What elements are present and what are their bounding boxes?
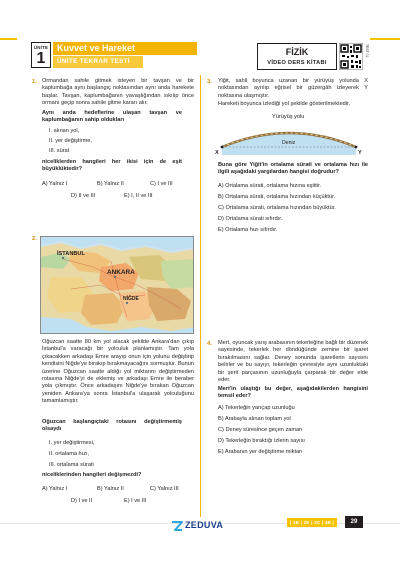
question-1-item-3: III. sürat (49, 148, 70, 154)
question-2-item-2: II. ortalama hızı, (49, 451, 90, 457)
question-2-text: Oğuzcan saatte 80 km yol alacak şekilde Ankara'dan çıkıp İstanbul'a varacağı bir yolculuk planlamıştır. Tam yola çıkacakken arkadaşı Emre arayıp onun için yolunu değiştirip kendisini Niğde'ye bırakıp bırakmayacağını sormuştur. Bunun üzerine Oğuzcan saatte aldığı yol miktarını değiştirmeden rotasına Niğde'yi de eklemiş ve arkadaşı Emre ile beraber yola çıkmıştır. Önce arkadaşını Niğde'ye bırakan Oğuzcan yeniden Ankara'ya sonra İstanbul'a ulaşarak yolculuğunu tamamlamıştır. (42, 339, 194, 404)
turkey-map-graphic (41, 237, 194, 334)
qr-code-icon[interactable] (339, 43, 363, 70)
question-1-option-a[interactable]: A) Yalnız I (42, 181, 68, 187)
map-label-istanbul: İSTANBUL (57, 251, 85, 257)
question-4-question: Mert'in ulaştığı bu değer, aşağıdakilerden hangisini temsil eder? (218, 386, 368, 400)
unit-title: Kuvvet ve Hareket (57, 43, 136, 53)
figure-sea-label: Deniz (282, 140, 296, 146)
question-4-option-e[interactable]: E) Arabanın yer değiştirme miktarı (218, 449, 303, 455)
question-2-item-1: I. yer değiştirmesi, (49, 440, 95, 446)
question-2-prompt: Oğuzcan başlangıçtaki rotasını değiştirmemiş olsaydı (42, 419, 182, 433)
question-1-item-1: I. alınan yol, (49, 128, 80, 134)
brand-logo (171, 519, 223, 533)
question-4-number: 4. (207, 341, 212, 347)
column-divider (200, 75, 201, 517)
unit-number: 1 (36, 49, 46, 67)
unit-subtitle-bar (53, 56, 143, 68)
question-3-option-d[interactable]: D) Ortalama sürati sıfırdır. (218, 216, 283, 222)
map-label-ankara: ANKARA (107, 269, 135, 276)
figure-path-label: Yürüyüş yolu (272, 114, 305, 120)
question-2-option-e[interactable]: E) I ve III (124, 498, 147, 504)
map-label-nigde: NİĞDE (123, 296, 139, 302)
question-2-option-b[interactable]: B) Yalnız II (97, 486, 124, 492)
header-accent-left (0, 38, 17, 40)
question-1-text: Ormandan sahile gitmek isteyen bir tavşan ve bir kaplumbağa aynı başlangıç noktasından aynı anda harekete başlar. Tavşan, kaplumbağanın yavaşlığından sıkılıp önce ormanı geçip sonra sahile gitme kararı alır. (42, 78, 194, 107)
brand-name: ZEDUVA (185, 520, 224, 531)
unit-label: ÜNİTE (33, 45, 49, 50)
question-3-option-b[interactable]: B) Ortalama sürati, ortalama hızından küçüktür. (218, 194, 336, 200)
question-3-option-a[interactable]: A) Ortalama sürati, ortalama hızına eşittir. (218, 183, 322, 189)
question-3-text-2: Hareketi boyunca izlediği yol şekilde gösterilmektedir. (218, 101, 351, 107)
question-4-option-b[interactable]: B) Arabayla alınan toplam yol (218, 416, 291, 422)
question-1-option-b[interactable]: B) Yalnız II (97, 181, 124, 187)
answer-key-strip: | 1B | 2E | 3C | 4B | (287, 518, 337, 527)
unit-title-bar (53, 42, 197, 55)
video-book-box (257, 43, 337, 70)
question-4-option-d[interactable]: D) Tekerleğin bıraktığı izlerin sayısı (218, 438, 305, 444)
question-1-option-d[interactable]: D) II ve III (71, 193, 96, 199)
figure-point-x: X (215, 150, 219, 155)
subject-title: FİZİK (285, 47, 309, 57)
question-2-option-a[interactable]: A) Yalnız I (42, 486, 68, 492)
question-1-option-e[interactable]: E) I, II ve III (124, 193, 153, 199)
question-2-question: niceliklerinden hangileri değişmezdi? (42, 472, 142, 478)
video-book-label: VİDEO DERS KİTABI (267, 59, 327, 66)
question-3-option-c[interactable]: C) Ortalama sürati, ortalama hızından büyüktür. (218, 205, 336, 211)
question-1-question: niceliklerden hangileri her ikisi için de eşit büyüklüktedir? (42, 159, 182, 173)
question-3-number: 3. (207, 79, 212, 85)
question-2-option-d[interactable]: D) I ve II (71, 498, 93, 504)
header-accent-right (370, 38, 400, 40)
qr-side-label: TEST 01 (365, 44, 369, 58)
turkey-map (40, 236, 194, 334)
unit-badge (31, 42, 51, 68)
question-4-option-a[interactable]: A) Tekerleğin yarıçap uzunluğu (218, 405, 295, 411)
figure-point-y: Y (358, 150, 362, 155)
zeduva-logo-icon (171, 521, 183, 531)
question-4-option-c[interactable]: C) Deney süresince geçen zaman (218, 427, 303, 433)
walking-path-figure (214, 113, 364, 155)
question-2-number: 2. (32, 236, 37, 242)
question-1-item-2: II. yer değiştirme, (49, 138, 92, 144)
question-3-question: Buna göre Yiğit'in ortalama sürati ve ortalama hızı ile ilgili aşağıdaki yargılardan hangisi doğrudur? (218, 162, 368, 176)
question-1-prompt: Aynı anda hedeflerine ulaşan tavşan ve kaplumbağanın sahip oldukları (42, 110, 182, 124)
question-3-text: Yiğit, sahil boyunca uzanan bir yürüyüş yolunda X noktasından ayrılıp eğrisel bir güzergâh izleyerek Y noktasına ulaşmıştır. (218, 78, 368, 99)
question-2-item-3: III. ortalama sürati (49, 462, 94, 468)
question-4-text: Mert, oyuncak yarış arabasının tekerleğine bağlı bir düzenek sayesinde, tekerlek her döndüğünde zemine bir işaret bırakılmasını sağlar. Deney sonunda işaretlerin sayısını belirler ve bu sayıyı, tekerleğin çevresiyle aynı uzunluktaki bir şerit parçasının uzunluğuyla çarparak bir değer elde eder. (218, 340, 368, 383)
unit-subtitle: ÜNİTE TEKRAR TESTİ (57, 58, 130, 65)
question-3-option-e[interactable]: E) Ortalama hızı sıfırdır. (218, 227, 278, 233)
question-2-option-c[interactable]: C) Yalnız III (150, 486, 179, 492)
page-number: 29 (345, 516, 363, 528)
question-1-number: 1. (32, 79, 37, 85)
question-1-option-c[interactable]: C) I ve III (150, 181, 173, 187)
